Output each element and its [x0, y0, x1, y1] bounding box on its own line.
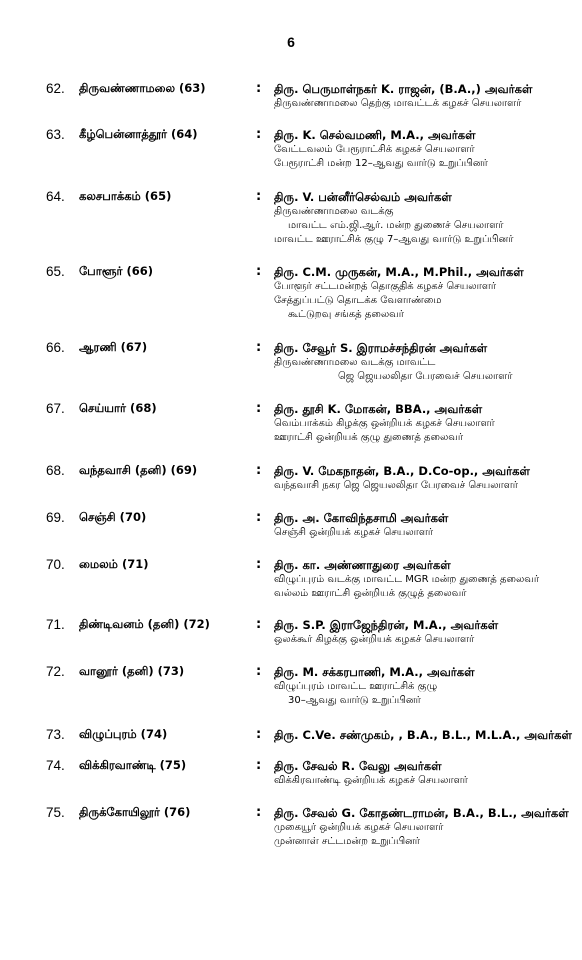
member-name: திரு. பெருமாள்நகர் K. ராஜன், (B.A.,) அவர்கள்: [274, 82, 533, 96]
entry-number: 75.: [46, 805, 65, 820]
separator-colon: :: [256, 189, 262, 204]
member-name: திரு. தூசி K. மோகன், BBA., அவர்கள்: [274, 402, 483, 416]
constituency-name: திருவண்ணாமலை (63): [79, 81, 206, 95]
member-name: திரு. M. சக்கரபாணி, M.A., அவர்கள்: [274, 665, 475, 679]
entry-number: 66.: [46, 340, 65, 355]
designation-line: முன்னாள் சட்டமன்ற உறுப்பினர்: [274, 836, 421, 847]
designation-line: திருவண்ணாமலை தெற்கு மாவட்டக் கழகச் செயலாளர்: [274, 98, 522, 109]
designation-line: பேரூராட்சி மன்ற 12–ஆவது வார்டு உறுப்பினர்: [274, 158, 488, 169]
entry-number: 72.: [46, 664, 65, 679]
member-details: [274, 617, 574, 647]
member-details: [274, 463, 574, 493]
designation-line: விக்கிரவாண்டி ஒன்றியக் கழகச் செயலாளர்: [274, 775, 468, 786]
member-details: [274, 758, 574, 788]
member-name: திரு. கா. அண்ணாதுரை அவர்கள்: [274, 558, 451, 572]
constituency-name: விக்கிரவாண்டி (75): [79, 758, 187, 772]
separator-colon: :: [256, 664, 262, 679]
entry-number: 64.: [46, 189, 65, 204]
designation-line: ஒலக்கூர் கிழக்கு ஒன்றியக் கழகச் செயலாளர்: [274, 634, 475, 645]
entry-number: 63.: [46, 127, 65, 142]
designation-line: வல்லம் ஊராட்சி ஒன்றியக் குழுத் தலைவர்: [274, 588, 467, 599]
entry-number: 71.: [46, 617, 65, 632]
constituency-name: கீழ்பென்னாத்தூர் (64): [79, 127, 198, 141]
member-name: திரு. K. செல்வமணி, M.A., அவர்கள்: [274, 128, 476, 142]
member-name: திரு. சேவல் G. கோதண்டராமன், B.A., B.L., அவர்கள்: [274, 806, 569, 820]
designation-line: வந்தவாசி நகர ஜெ ஜெயலலிதா பேரவைச் செயலாளர்: [274, 480, 518, 491]
separator-colon: :: [256, 463, 262, 478]
constituency-name: செய்யார் (68): [79, 401, 157, 415]
entry-number: 62.: [46, 81, 65, 96]
entry-number: 74.: [46, 758, 65, 773]
designation-line: முகையூர் ஒன்றியக் கழகச் செயலாளர்: [274, 822, 444, 833]
constituency-name: கலசபாக்கம் (65): [79, 189, 172, 203]
entry-number: 70.: [46, 557, 65, 572]
designation-line: செஞ்சி ஒன்றியக் கழகச் செயலாளர்: [274, 527, 434, 538]
designation-line: வெம்பாக்கம் கிழக்கு ஒன்றியக் கழகச் செயலாளர்: [274, 418, 495, 429]
member-details: [274, 805, 574, 849]
designation-line: ஊராட்சி ஒன்றியக் குழு துணைத் தலைவர்: [274, 432, 464, 443]
member-details: [274, 557, 574, 601]
designation-line: 30–ஆவது வார்டு உறுப்பினர்: [288, 695, 421, 706]
constituency-name: வானூர் (தனி) (73): [79, 664, 185, 678]
designation-line: திருவண்ணாமலை வடக்கு: [274, 206, 394, 217]
member-name: திரு. C.M. முருகன், M.A., M.Phil., அவர்கள்: [274, 265, 524, 279]
member-details: [274, 510, 574, 540]
designation-line: திருவண்ணாமலை வடக்கு மாவட்ட: [274, 357, 436, 368]
constituency-name: வந்தவாசி (தனி) (69): [79, 463, 198, 477]
separator-colon: :: [256, 727, 262, 742]
designation-line: மாவட்ட ஊராட்சிக் குழு 7–ஆவது வார்டு உறுப்பினர்: [274, 234, 514, 245]
constituency-name: செஞ்சி (70): [79, 510, 147, 524]
designation-line: ஜெ ஜெயலலிதா பேரவைச் செயலாளர்: [338, 371, 513, 382]
member-details: [274, 727, 574, 743]
constituency-name: திண்டிவனம் (தனி) (72): [79, 617, 210, 631]
entry-number: 67.: [46, 401, 65, 416]
separator-colon: :: [256, 510, 262, 525]
member-details: [274, 664, 574, 708]
designation-line: வேட்டவலம் பேரூராட்சிக் கழகச் செயலாளர்: [274, 144, 475, 155]
entry-number: 68.: [46, 463, 65, 478]
member-details: [274, 340, 574, 384]
separator-colon: :: [256, 127, 262, 142]
separator-colon: :: [256, 758, 262, 773]
member-details: [274, 401, 574, 445]
separator-colon: :: [256, 401, 262, 416]
member-name: திரு. V. மேகநாதன், B.A., D.Co-op., அவர்கள்: [274, 464, 530, 478]
entry-number: 73.: [46, 727, 65, 742]
page-number: 6: [287, 34, 295, 50]
constituency-name: விழுப்புரம் (74): [79, 727, 168, 741]
designation-line: மாவட்ட எம்.ஜி.ஆர். மன்ற துணைச் செயலாளர்: [288, 220, 504, 231]
entry-number: 69.: [46, 510, 65, 525]
designation-line: விழுப்புரம் மாவட்ட ஊராட்சிக் குழு: [274, 681, 438, 692]
member-name: திரு. S.P. இராஜேந்திரன், M.A., அவர்கள்: [274, 618, 499, 632]
separator-colon: :: [256, 805, 262, 820]
member-details: [274, 189, 574, 247]
member-name: திரு. C.Ve. சண்முகம், , B.A., B.L., M.L.A., அவர்கள்: [274, 728, 572, 742]
entry-number: 65.: [46, 264, 65, 279]
member-details: [274, 264, 574, 322]
member-details: [274, 81, 574, 111]
separator-colon: :: [256, 264, 262, 279]
separator-colon: :: [256, 81, 262, 96]
constituency-name: திருக்கோயிலூர் (76): [79, 805, 191, 819]
designation-line: விழுப்புரம் வடக்கு மாவட்ட MGR மன்ற துணைத் தலைவர்: [274, 574, 540, 585]
constituency-name: ஆரணி (67): [79, 340, 148, 354]
designation-line: சேத்துப்பட்டு தொடக்க வேளாண்மை: [274, 295, 442, 306]
constituency-name: போளூர் (66): [79, 264, 154, 278]
separator-colon: :: [256, 557, 262, 572]
designation-line: போளூர் சட்டமன்றத் தொகுதிக் கழகச் செயலாளர்: [274, 281, 497, 292]
separator-colon: :: [256, 340, 262, 355]
member-name: திரு. V. பன்னீர்செல்வம் அவர்கள்: [274, 190, 452, 204]
separator-colon: :: [256, 617, 262, 632]
member-details: [274, 127, 574, 171]
member-name: திரு. சேவூர் S. இராமச்சந்திரன் அவர்கள்: [274, 341, 488, 355]
designation-line: கூட்டுறவு சங்கத் தலைவர்: [288, 309, 404, 320]
member-name: திரு. சேவல் R. வேலு அவர்கள்: [274, 759, 442, 773]
constituency-name: மைலம் (71): [79, 557, 149, 571]
member-name: திரு. அ. கோவிந்தசாமி அவர்கள்: [274, 511, 449, 525]
